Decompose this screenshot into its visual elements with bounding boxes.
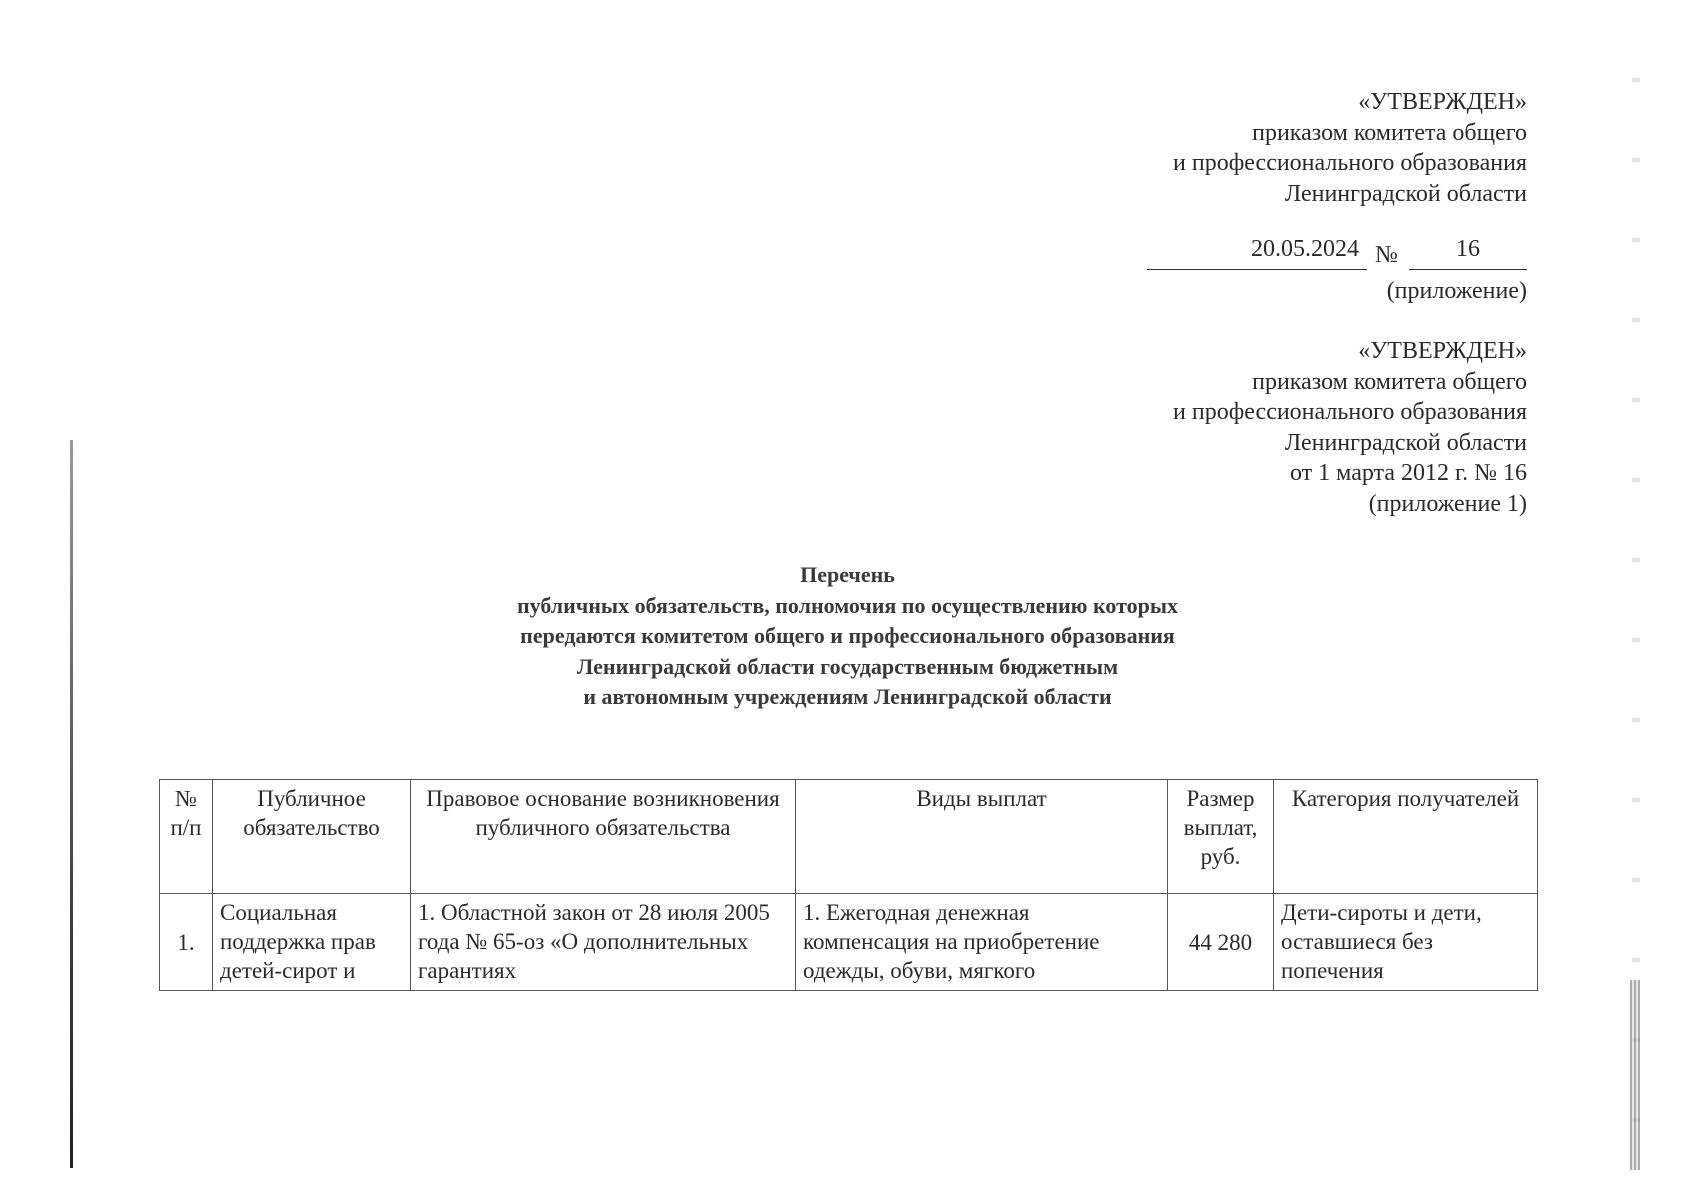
column-header-payment-types: Виды выплат: [796, 780, 1168, 894]
cell-number: 1.: [160, 894, 213, 991]
title-line: Перечень: [800, 562, 895, 587]
document-title: [0, 560, 1695, 713]
order-date-number: [1147, 236, 1527, 274]
approval-line: приказом комитета общего: [1252, 368, 1527, 395]
column-header-legal-basis: Правовое основание возникновения публичного обязательства: [411, 780, 796, 894]
approval-date-line: от 1 марта 2012 г. № 16: [1290, 460, 1527, 486]
cell-recipients: Дети-сироты и дети, оставшиеся без попечения: [1274, 894, 1538, 991]
column-header-recipients: Категория получателей: [1274, 780, 1538, 894]
approval-line: и профессионального образования: [1173, 150, 1527, 176]
cell-legal-basis: 1. Областной закон от 28 июля 2005 года № 65-оз «О дополнительных гарантиях: [411, 894, 796, 991]
number-sign: №: [1375, 242, 1398, 268]
cell-payment-amount: 44 280: [1168, 894, 1274, 991]
obligations-table: [159, 779, 1538, 991]
order-date: 20.05.2024: [1147, 236, 1367, 270]
approval-heading: «УТВЕРЖДЕН»: [1358, 338, 1527, 364]
approval-line: Ленинградской области: [1284, 180, 1527, 207]
order-number: 16: [1409, 236, 1527, 270]
column-header-number: № п/п: [160, 780, 213, 894]
title-line: Ленинградской области государственным бюджетным: [576, 653, 1119, 679]
scan-margin-line: [70, 440, 73, 1168]
approval-stamp-current: [1173, 87, 1527, 209]
title-line: и автономным учреждениям Ленинградской области: [583, 684, 1112, 709]
table-row: [160, 894, 1538, 991]
approval-line: и профессионального образования: [1173, 399, 1527, 425]
cell-obligation: Социальная поддержка прав детей-сирот и: [213, 894, 411, 991]
title-line: передаются комитетом общего и профессионального образования: [520, 623, 1175, 648]
column-header-payment-amount: Размер выплат, руб.: [1168, 780, 1274, 894]
approval-stamp-original: [1173, 336, 1527, 519]
approval-attachment: (приложение 1): [1368, 490, 1527, 517]
approval-heading: «УТВЕРЖДЕН»: [1358, 89, 1527, 115]
scan-edge-noise: [1630, 980, 1640, 1170]
attachment-label: (приложение): [1386, 278, 1527, 304]
table-header-row: [160, 780, 1538, 894]
approval-line: приказом комитета общего: [1252, 119, 1527, 146]
title-line: публичных обязательств, полномочия по осуществлению которых: [516, 592, 1179, 618]
approval-line: Ленинградской области: [1284, 429, 1527, 456]
cell-payment-types: 1. Ежегодная денежная компенсация на приобретение одежды, обуви, мягкого: [796, 894, 1168, 991]
column-header-obligation: Публичное обязательство: [213, 780, 411, 894]
